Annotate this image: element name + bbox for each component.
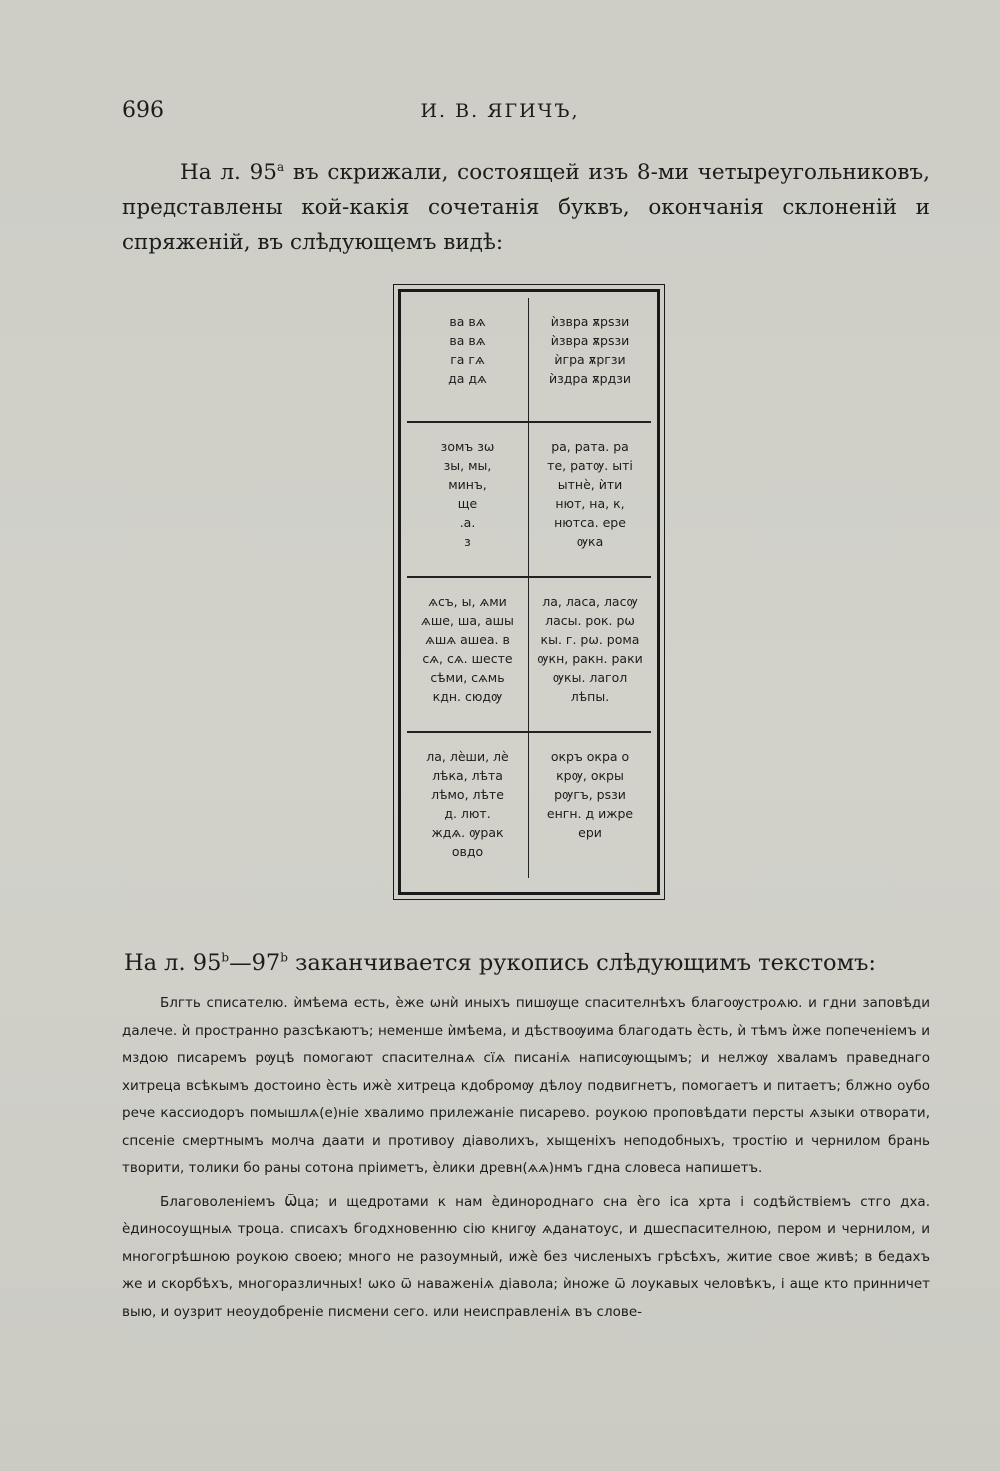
tablet-cell: ра, рата. ра те, ратѹ. ыті ытнѐ, ѝти нют, на, к, нютса. ере ѹка: [529, 423, 651, 578]
church-paragraph: Благоволеніемъ Ѿца; и щедротами к нам ѐдинороднаго сна ѐго іса хрта і содѣйствіемъ стго дха. ѐдиносоущныѧ троца. списахъ бгодхновенню сію книгѹ ѧданатоус, и дшеспасителною, пером и чернилом, и многогрѣшною роукою своею; много не разоумный, ижѐ без численыхъ грѣсѣхъ, житие свое живѣ; в бедахъ же и скорбѣхъ, многоразличных! ѡко ѿ наваженіѧ діавола; ѝноже ѿ лоукавых человѣкъ, і аще кто принничет выю, и оузрит неоудобреніе писмени сего. или неисправленіѧ въ слове-: [122, 1193, 930, 1320]
section-sup-2: b: [280, 950, 288, 965]
church-slavonic-text: [122, 990, 930, 1332]
page-number: 696: [122, 98, 164, 123]
church-paragraph: Блгть списателю. ѝмѣема есть, ѐже ѡнѝ иныхъ пишѹще спасителнѣхъ благоѹстроѧю. и гдни заповѣди далече. ѝ пространно разсѣкаютъ; неменше ѝмѣема, и дѣствоѹима благодать ѐсть, ѝ тѣмъ ѝже попеченіемъ и мздою писаремъ рѹцѣ помогают спасителнаѧ сїѧ писаніѧ написѹющымъ; и нелжѹ хваламъ праведнаго хитреца всѣкымъ достоино ѐсть ижѐ хитреца кдобромѹ дѣлоу подвигнетъ, помогаетъ и питаетъ; блжно оубо рече кассиодоръ помышлѧ(е)ніе хвалимо прилежаніе писарево. роукою проповѣдати персты ѧзыки отворати, спсеніе смертнымъ молча даати и противоу діаволихъ, хыщеніхъ неподобныхъ, тростію и чернилом брань творити, толики бо раны сотона пріиметъ, ѐлики древн(ѧѧ)нмъ гдна словеса напишетъ.: [122, 995, 930, 1176]
tablet-cell: зомъ зѡ зы, мы, минъ, ще .а. з: [407, 423, 529, 578]
section-dash: —97: [229, 950, 281, 976]
tablet-cell: ѧсъ, ы, ѧми ѧше, ша, ашы ѧшѧ ашеа. в сѧ, сѧ. шесте сѣми, сѧмь кдн. сюдѹ: [407, 578, 529, 733]
tablet-cell: ва вѧ ва вѧ га гѧ да дѧ: [407, 298, 529, 423]
tablet-cell: окръ окра о крѹ, окры рѹгъ, рѕзи енгн. д ижре ери: [546, 749, 634, 840]
tablet-cell: ѝзвра ѫрѕзи ѝзвра ѫрѕзи ѝгра ѫргзи ѝздра ѫрдзи: [529, 298, 651, 423]
running-head: И. В. ЯГИЧЪ,: [420, 100, 580, 122]
tablet-cell: ла, лѐши, лѐ лѣка, лѣта лѣмо, лѣте д. лют. ждѧ. ѹрак овдо: [407, 733, 529, 878]
section-heading: [0, 950, 1000, 976]
intro-sup: a: [276, 160, 285, 174]
intro-text-start: На л. 95: [180, 160, 277, 186]
intro-paragraph: [122, 150, 930, 260]
tablet-cell: ла, ласа, ласѹ ласы. рок. рѡ кы. г. рѡ. рома ѹкн, ракн. раки ѹкы. лагол лѣпы.: [529, 578, 651, 733]
tablet-grid: [407, 298, 651, 886]
page-header: [0, 98, 1000, 128]
section-sup-1: b: [221, 950, 230, 965]
intro-text-rest: въ скрижали, состоящей изъ 8-ми четыреугольниковъ, представлены кой-какія сочетанія буквъ, окончанія склоненій и спряженій, въ слѣдующемъ видѣ:: [122, 160, 930, 256]
tablet-table: [398, 289, 660, 895]
section-head-suffix: заканчивается рукопись слѣдующимъ текстомъ:: [287, 950, 876, 976]
section-head-prefix: На л. 95: [123, 950, 222, 976]
